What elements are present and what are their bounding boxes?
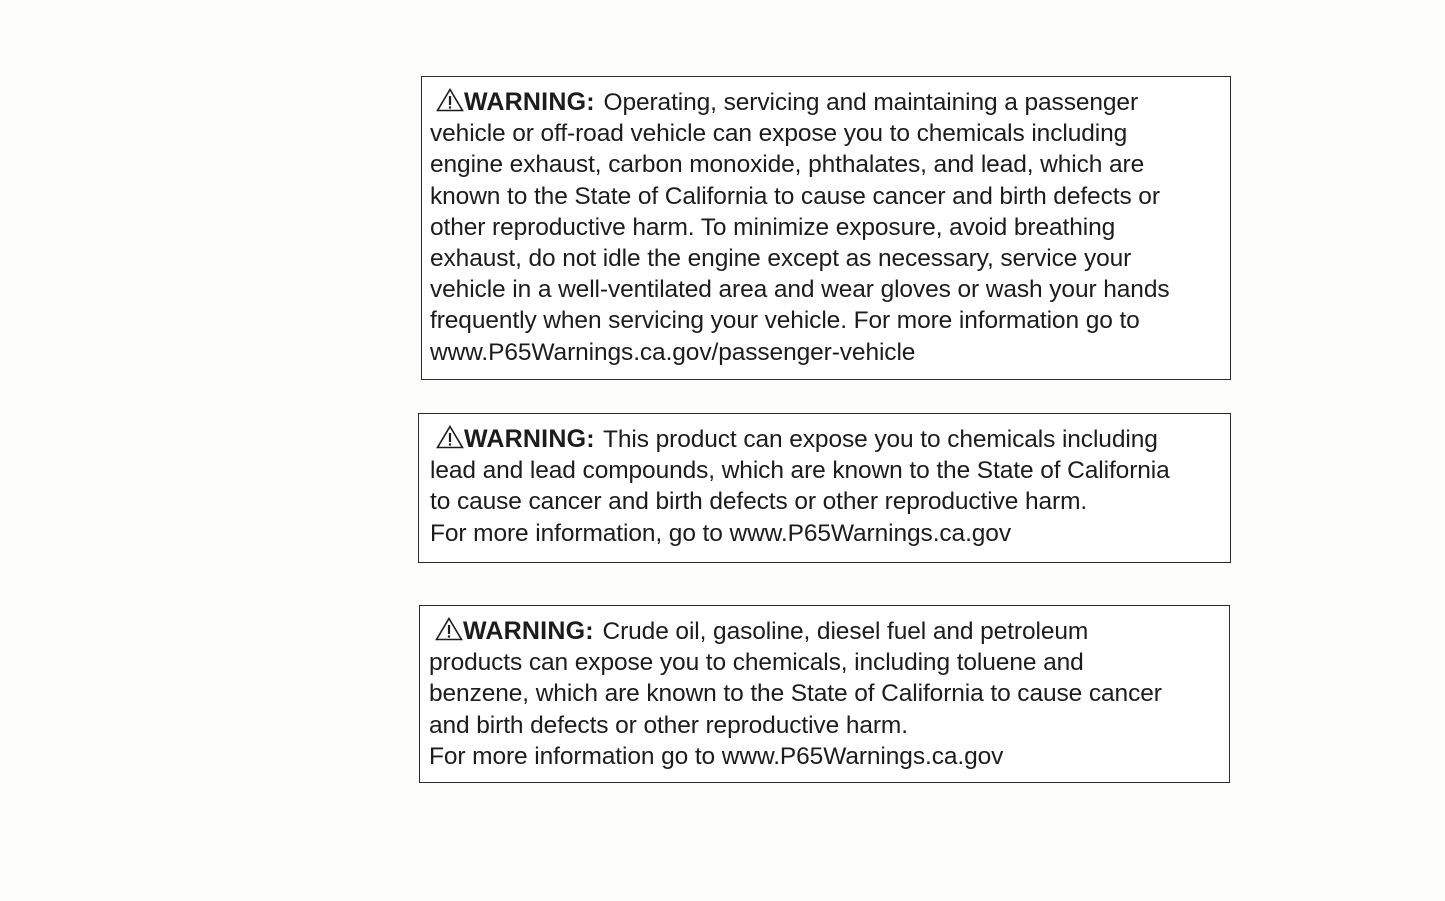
warning-text-line: frequently when servicing your vehicle. For more information go to	[430, 307, 1140, 335]
warning-box-lead-compounds	[418, 413, 1231, 563]
warning-heading	[430, 426, 603, 453]
warning-text-line: benzene, which are known to the State of California to cause cancer	[429, 680, 1162, 708]
warning-text-line: vehicle in a well-ventilated area and wear gloves or wash your hands	[430, 276, 1170, 304]
warning-text-line: and birth defects or other reproductive harm.	[429, 711, 908, 739]
warning-text-line: to cause cancer and birth defects or other reproductive harm.	[430, 488, 1088, 516]
warning-heading	[429, 618, 602, 645]
warning-url-line: For more information go to www.P65Warnings.ca.gov	[429, 742, 1004, 770]
warning-triangle-icon	[436, 425, 464, 449]
warning-triangle-icon	[435, 617, 463, 641]
warning-text-line: exhaust, do not idle the engine except as necessary, service your	[430, 245, 1132, 273]
warning-box-passenger-vehicle	[421, 76, 1231, 380]
warning-label: WARNING:	[464, 425, 595, 453]
warning-box-petroleum-products	[419, 605, 1230, 783]
warning-text-line: Operating, servicing and maintaining a passenger	[603, 89, 1139, 116]
warning-triangle-icon	[436, 88, 464, 112]
warning-text-line: known to the State of California to cause cancer and birth defects or	[430, 182, 1160, 210]
warning-heading	[430, 89, 603, 116]
warning-label: WARNING:	[463, 617, 594, 645]
warning-url-line: www.P65Warnings.ca.gov/passenger-vehicle	[430, 338, 916, 366]
warning-text-line: lead and lead compounds, which are known to the State of California	[430, 457, 1170, 485]
warning-label: WARNING:	[464, 88, 595, 116]
warning-text-line: products can expose you to chemicals, including toluene and	[429, 649, 1084, 677]
warning-text-line: vehicle or off-road vehicle can expose you to chemicals including	[430, 120, 1128, 148]
warning-text-line: engine exhaust, carbon monoxide, phthalates, and lead, which are	[430, 151, 1145, 179]
warning-text-line: other reproductive harm. To minimize exposure, avoid breathing	[430, 213, 1116, 241]
warning-text-line: This product can expose you to chemicals including	[603, 426, 1158, 453]
warning-text-line: Crude oil, gasoline, diesel fuel and petroleum	[602, 618, 1089, 645]
warning-url-line: For more information, go to www.P65Warnings.ca.gov	[430, 519, 1011, 547]
